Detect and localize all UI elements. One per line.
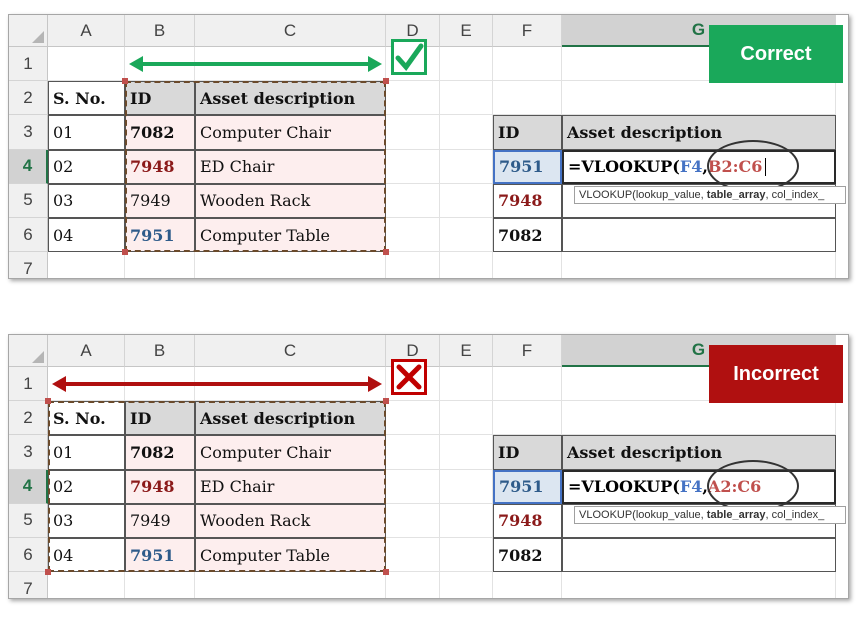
grid-cell[interactable] <box>386 150 440 184</box>
range-corner-handle <box>383 398 389 404</box>
lookup-id-cell[interactable]: 7948 <box>493 504 562 538</box>
id-cell[interactable]: 7948 <box>125 150 195 184</box>
grid-cell[interactable] <box>386 401 440 435</box>
grid-cell[interactable] <box>440 367 493 401</box>
formula-table-array: B2:C6 <box>707 157 763 177</box>
asset-description-cell[interactable]: Computer Table <box>195 218 386 252</box>
grid-cell[interactable] <box>493 572 562 599</box>
sno-cell[interactable]: 01 <box>48 435 125 469</box>
column-header-g[interactable]: G <box>562 15 836 47</box>
grid-cell[interactable] <box>48 572 125 599</box>
column-header-f[interactable]: F <box>493 335 562 367</box>
grid-cell[interactable] <box>562 572 836 599</box>
grid-cell[interactable] <box>440 470 493 504</box>
table-header-id[interactable]: ID <box>125 81 195 115</box>
grid-cell[interactable] <box>493 401 562 435</box>
column-header-c[interactable]: C <box>195 15 386 47</box>
formula-separator: , <box>702 477 708 497</box>
column-header-b[interactable]: B <box>125 335 195 367</box>
asset-description-cell[interactable]: Computer Table <box>195 538 386 572</box>
grid-cell[interactable] <box>125 572 195 599</box>
row-header-4[interactable]: 4 <box>9 150 48 184</box>
range-corner-handle <box>45 569 51 575</box>
grid-cell[interactable] <box>440 401 493 435</box>
sno-cell[interactable]: 02 <box>48 150 125 184</box>
tooltip-text: VLOOKUP(lookup_value, <box>579 508 707 521</box>
row-header-6[interactable]: 6 <box>9 538 48 572</box>
asset-description-cell[interactable]: Wooden Rack <box>195 504 386 538</box>
lookup-header-asset-description[interactable]: Asset description <box>562 115 836 149</box>
id-cell[interactable]: 7948 <box>125 470 195 504</box>
range-corner-handle <box>122 249 128 255</box>
id-cell[interactable]: 7949 <box>125 504 195 538</box>
grid-cell[interactable] <box>125 252 195 279</box>
grid-cell[interactable] <box>386 435 440 469</box>
cross-glyph <box>394 362 424 392</box>
table-header-asset-description[interactable]: Asset description <box>195 81 386 115</box>
id-cell[interactable]: 7951 <box>125 538 195 572</box>
column-header-e[interactable]: E <box>440 15 493 47</box>
table-header-sno[interactable]: S. No. <box>48 81 125 115</box>
grid-cell[interactable] <box>493 47 562 81</box>
check-mark-icon <box>391 39 427 75</box>
sno-cell[interactable]: 04 <box>48 538 125 572</box>
grid-cell[interactable] <box>440 538 493 572</box>
lookup-header-id[interactable]: ID <box>493 115 562 149</box>
asset-description-cell[interactable]: Computer Chair <box>195 435 386 469</box>
grid-cell[interactable] <box>440 218 493 252</box>
grid-cell[interactable] <box>493 252 562 279</box>
row-header-1[interactable]: 1 <box>9 47 48 81</box>
tooltip-active-arg: table_array <box>706 508 766 521</box>
grid-cell[interactable] <box>386 572 440 599</box>
table-header-id[interactable]: ID <box>125 401 195 435</box>
id-cell[interactable]: 7949 <box>125 184 195 218</box>
row-header-5[interactable]: 5 <box>9 504 48 538</box>
tooltip-text: , col_index_ <box>765 508 825 521</box>
column-header-d[interactable]: D <box>386 15 440 47</box>
arrow-head-right <box>368 376 382 392</box>
grid-cell[interactable] <box>440 150 493 184</box>
table-header-asset-description[interactable]: Asset description <box>195 401 386 435</box>
correct-example-panel <box>8 14 849 279</box>
formula-separator: , <box>702 157 708 177</box>
grid-cell[interactable] <box>440 47 493 81</box>
tooltip-text: , col_index_ <box>765 188 825 201</box>
range-corner-handle <box>383 78 389 84</box>
grid-cell[interactable] <box>562 401 836 435</box>
grid-cell[interactable] <box>440 115 493 149</box>
grid-cell[interactable] <box>195 572 386 599</box>
column-header-b[interactable]: B <box>125 15 195 47</box>
grid-cell[interactable] <box>48 47 125 81</box>
grid-cell[interactable] <box>386 504 440 538</box>
range-width-arrow <box>129 52 382 76</box>
select-all-corner[interactable] <box>9 15 48 47</box>
incorrect-example-panel <box>8 334 849 599</box>
row-header-7[interactable]: 7 <box>9 572 48 599</box>
check-glyph <box>394 42 424 72</box>
grid-cell[interactable] <box>386 218 440 252</box>
grid-cell[interactable] <box>440 435 493 469</box>
grid-cell[interactable] <box>440 184 493 218</box>
tooltip-text: VLOOKUP(lookup_value, <box>579 188 707 201</box>
asset-description-cell[interactable]: ED Chair <box>195 470 386 504</box>
grid-cell[interactable] <box>386 470 440 504</box>
grid-cell[interactable] <box>493 367 562 401</box>
tooltip-active-arg: table_array <box>706 188 766 201</box>
grid-cell[interactable] <box>386 252 440 279</box>
grid-cell[interactable] <box>562 252 836 279</box>
id-cell[interactable]: 7082 <box>125 115 195 149</box>
sno-cell[interactable]: 02 <box>48 470 125 504</box>
row-header-5[interactable]: 5 <box>9 184 48 218</box>
table-header-sno[interactable]: S. No. <box>48 401 125 435</box>
range-corner-handle <box>383 249 389 255</box>
sno-cell[interactable]: 03 <box>48 184 125 218</box>
grid-cell[interactable] <box>386 81 440 115</box>
grid-cell[interactable] <box>493 81 562 115</box>
lookup-result-cell[interactable] <box>562 538 836 572</box>
row-header-4[interactable]: 4 <box>9 470 48 504</box>
asset-description-cell[interactable]: Wooden Rack <box>195 184 386 218</box>
column-header-d[interactable]: D <box>386 335 440 367</box>
row-header-1[interactable]: 1 <box>9 367 48 401</box>
grid-cell[interactable] <box>562 81 836 115</box>
row-header-2[interactable]: 2 <box>9 81 48 115</box>
grid-cell[interactable] <box>440 572 493 599</box>
column-header-g[interactable]: G <box>562 335 836 367</box>
range-width-arrow <box>52 372 382 396</box>
formula-table-array: A2:C6 <box>707 477 762 497</box>
row-header-6[interactable]: 6 <box>9 218 48 252</box>
arrow-head-right <box>368 56 382 72</box>
grid-cell[interactable] <box>195 252 386 279</box>
function-tooltip <box>574 506 846 524</box>
grid-cell[interactable] <box>440 252 493 279</box>
table-array-highlight <box>707 140 799 192</box>
asset-description-cell[interactable]: Computer Chair <box>195 115 386 149</box>
grid-cell[interactable] <box>440 504 493 538</box>
formula-function: =VLOOKUP( <box>568 157 680 177</box>
formula-lookup-ref: F4 <box>679 477 703 497</box>
arrow-head-left <box>129 56 143 72</box>
result-badge: Correct <box>709 25 843 83</box>
row-header-7[interactable]: 7 <box>9 252 48 279</box>
row-header-3[interactable]: 3 <box>9 115 48 149</box>
sno-cell[interactable]: 04 <box>48 218 125 252</box>
column-header-f[interactable]: F <box>493 15 562 47</box>
id-cell[interactable]: 7951 <box>125 218 195 252</box>
grid-cell[interactable] <box>386 115 440 149</box>
lookup-id-cell[interactable]: 7948 <box>493 184 562 218</box>
id-cell[interactable]: 7082 <box>125 435 195 469</box>
row-header-3[interactable]: 3 <box>9 435 48 469</box>
lookup-id-cell[interactable]: 7082 <box>493 538 562 572</box>
lookup-result-cell[interactable] <box>562 218 836 252</box>
sno-cell[interactable]: 01 <box>48 115 125 149</box>
lookup-id-cell[interactable]: 7951 <box>493 470 562 504</box>
arrow-head-left <box>52 376 66 392</box>
lookup-header-asset-description[interactable]: Asset description <box>562 435 836 469</box>
formula-lookup-ref: F4 <box>679 157 703 177</box>
grid-cell[interactable] <box>48 252 125 279</box>
table-array-highlight <box>707 460 799 512</box>
range-corner-handle <box>122 78 128 84</box>
formula-function: =VLOOKUP( <box>568 477 680 497</box>
range-corner-handle <box>383 569 389 575</box>
column-header-c[interactable]: C <box>195 335 386 367</box>
column-header-e[interactable]: E <box>440 335 493 367</box>
lookup-id-cell[interactable]: 7951 <box>493 150 562 184</box>
lookup-header-id[interactable]: ID <box>493 435 562 469</box>
grid-cell[interactable] <box>386 538 440 572</box>
grid-cell[interactable] <box>386 184 440 218</box>
asset-description-cell[interactable]: ED Chair <box>195 150 386 184</box>
row-header-2[interactable]: 2 <box>9 401 48 435</box>
lookup-id-cell[interactable]: 7082 <box>493 218 562 252</box>
cross-mark-icon <box>391 359 427 395</box>
column-header-a[interactable]: A <box>48 335 125 367</box>
function-tooltip <box>574 186 846 204</box>
grid-cell[interactable] <box>440 81 493 115</box>
select-all-corner[interactable] <box>9 335 48 367</box>
result-badge: Incorrect <box>709 345 843 403</box>
column-header-a[interactable]: A <box>48 15 125 47</box>
range-corner-handle <box>45 398 51 404</box>
sno-cell[interactable]: 03 <box>48 504 125 538</box>
